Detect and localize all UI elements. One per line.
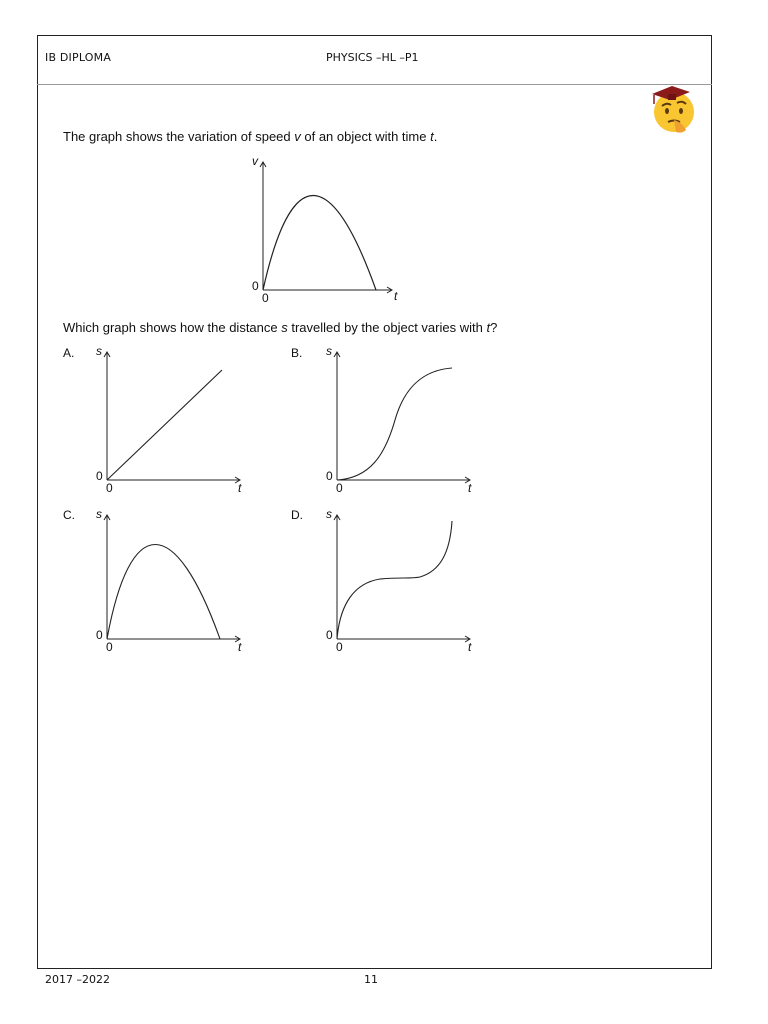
svg-text:0: 0 (326, 628, 333, 642)
svg-text:0: 0 (336, 640, 343, 654)
speed-time-graph (246, 154, 406, 304)
option-d-label[interactable]: D. (291, 508, 303, 522)
svg-text:s: s (96, 507, 102, 521)
svg-text:s: s (326, 344, 332, 358)
option-d-graph[interactable] (320, 503, 490, 658)
svg-text:t: t (468, 481, 472, 495)
question-stem: The graph shows the variation of speed v of an object with time t. (63, 129, 438, 144)
v-axis-label: v (252, 154, 258, 168)
thinking-face-with-graduation-cap-icon (644, 80, 700, 136)
origin-x-label: 0 (262, 291, 269, 305)
page-number: 11 (364, 973, 378, 986)
origin-y-label: 0 (252, 279, 259, 293)
svg-text:t: t (468, 640, 472, 654)
option-b-graph[interactable] (320, 340, 490, 495)
header-left: IB DIPLOMA (45, 51, 112, 64)
option-b-label[interactable]: B. (291, 346, 303, 360)
svg-text:0: 0 (96, 628, 103, 642)
footer-years: 2017 –2022 (45, 973, 110, 986)
header-title: PHYSICS –HL –P1 (326, 51, 419, 64)
t-axis-label: t (394, 289, 398, 303)
svg-text:t: t (238, 481, 242, 495)
svg-text:0: 0 (106, 640, 113, 654)
option-c-label[interactable]: C. (63, 508, 75, 522)
svg-text:0: 0 (96, 469, 103, 483)
option-a-label[interactable]: A. (63, 346, 75, 360)
svg-text:0: 0 (336, 481, 343, 495)
svg-text:0: 0 (106, 481, 113, 495)
question-ask: Which graph shows how the distance s travelled by the object varies with t? (63, 320, 498, 335)
header-rule (37, 84, 712, 85)
option-c-graph[interactable] (90, 503, 260, 658)
option-a-graph[interactable] (90, 340, 260, 495)
svg-text:t: t (238, 640, 242, 654)
svg-text:s: s (326, 507, 332, 521)
svg-text:0: 0 (326, 469, 333, 483)
svg-text:s: s (96, 344, 102, 358)
